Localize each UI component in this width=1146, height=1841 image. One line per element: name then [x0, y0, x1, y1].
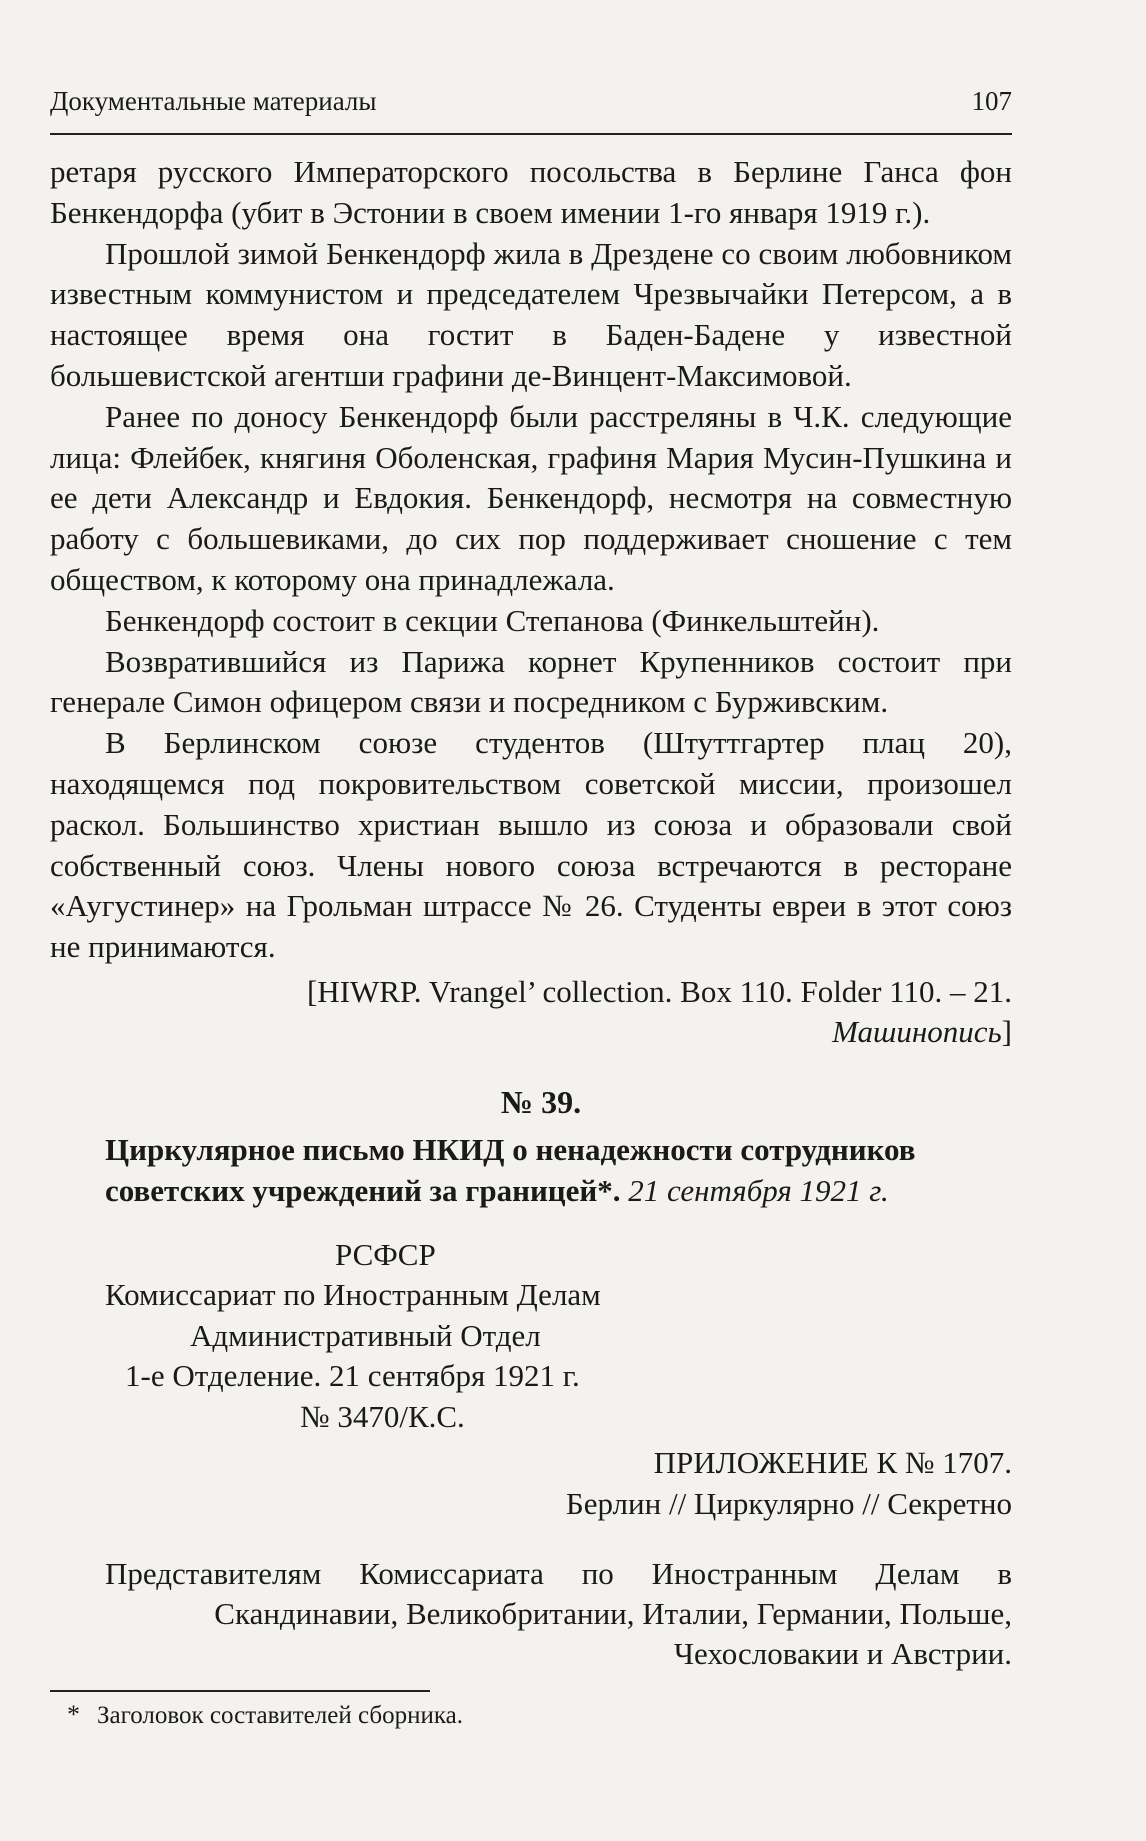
tw-addressee-line-3: Чехословакии и Австрии.: [673, 1636, 1012, 1672]
citation-line: [HIWRP. Vrangel’ collection. Box 110. Folder 110. – 21.: [306, 973, 1012, 1009]
footnote: [67, 1700, 463, 1730]
document-title: [50, 1129, 1012, 1211]
paragraph-6: В Берлинском союзе студентов (Штуттгартер плац 20), находящемся под покровительством советской миссии, произошел раскол. Большинство христиан вышло из союза и образовали свой собственный союз. Члены нового союза встречаются в ресторане «Аугустинер» на Грольман штрассе № 26. Студенты евреи в этот союз не принимаются.: [50, 725, 1012, 965]
footnote-rule: [50, 1690, 430, 1692]
citation-close: ]: [1001, 1013, 1012, 1049]
paragraph-5: Возвратившийся из Парижа корнет Крупенников состоит при генерале Симон офицером связи и посредником с Бурживским.: [50, 643, 1012, 720]
tw-addressee-line-1: Представителям Комиссариата по Иностранным Делам в: [105, 1556, 1012, 1592]
tw-department: Административный Отдел: [190, 1317, 541, 1353]
tw-section-date: 1-е Отделение. 21 сентября 1921 г.: [125, 1358, 580, 1394]
typewritten-document: [50, 1235, 1012, 1675]
body-text: [50, 152, 1012, 1674]
tw-state: РСФСР: [335, 1236, 436, 1272]
paragraph-2: Прошлой зимой Бенкендорф жила в Дрездене со своим любовником известным коммунистом и председателем Чрезвычайки Петерсом, а в настоящее время она гостит в Баден-Бадене у известной большевистской агентши графини де-Винцент-Максимовой.: [50, 235, 1012, 393]
footnote-text: Заголовок составителей сборника.: [97, 1702, 463, 1729]
page-number: 107: [971, 86, 1012, 116]
paragraph-1: ретаря русского Императорского посольства в Берлине Ганса фон Бенкендорфа (убит в Эстонии в своем имении 1-го января 1919 г.).: [50, 154, 1012, 230]
document-title-text: Циркулярное письмо НКИД о ненадежности сотрудников советских учреждений за границей*.: [105, 1131, 916, 1208]
tw-routing: Берлин // Циркулярно // Секретно: [565, 1485, 1012, 1521]
document-number: № 39.: [500, 1083, 582, 1120]
footnote-mark: *: [67, 1700, 80, 1729]
citation-type-line: [50, 1012, 1012, 1052]
section-title: Документальные материалы: [50, 86, 377, 116]
tw-appendix: ПРИЛОЖЕНИЕ К № 1707.: [653, 1445, 1012, 1481]
paragraph-3: Ранее по доносу Бенкендорф были расстреляны в Ч.К. следующие лица: Флейбек, княгиня Оболенская, графиня Мария Мусин-Пушкина и ее дети Александр и Евдокия. Бенкендорф, несмотря на совместную работу с большевиками, до сих пор поддерживает сношение с тем обществом, к которому она принадлежала.: [50, 398, 1012, 597]
document-date: 21 сентября 1921 г.: [628, 1172, 889, 1208]
tw-addressee-line-2: Скандинавии, Великобритании, Италии, Германии, Польше,: [214, 1596, 1012, 1632]
header-rule: [50, 133, 1012, 135]
tw-addressee: [50, 1554, 1012, 1674]
paragraph-4: Бенкендорф состоит в секции Степанова (Финкельштейн).: [105, 602, 880, 638]
tw-commissariat: Комиссариат по Иностранным Делам: [105, 1277, 601, 1313]
running-head: [50, 86, 1012, 117]
citation-type: Машинопись: [832, 1013, 1002, 1049]
tw-reference-number: № 3470/К.С.: [300, 1398, 465, 1434]
source-citation: [50, 972, 1012, 1052]
